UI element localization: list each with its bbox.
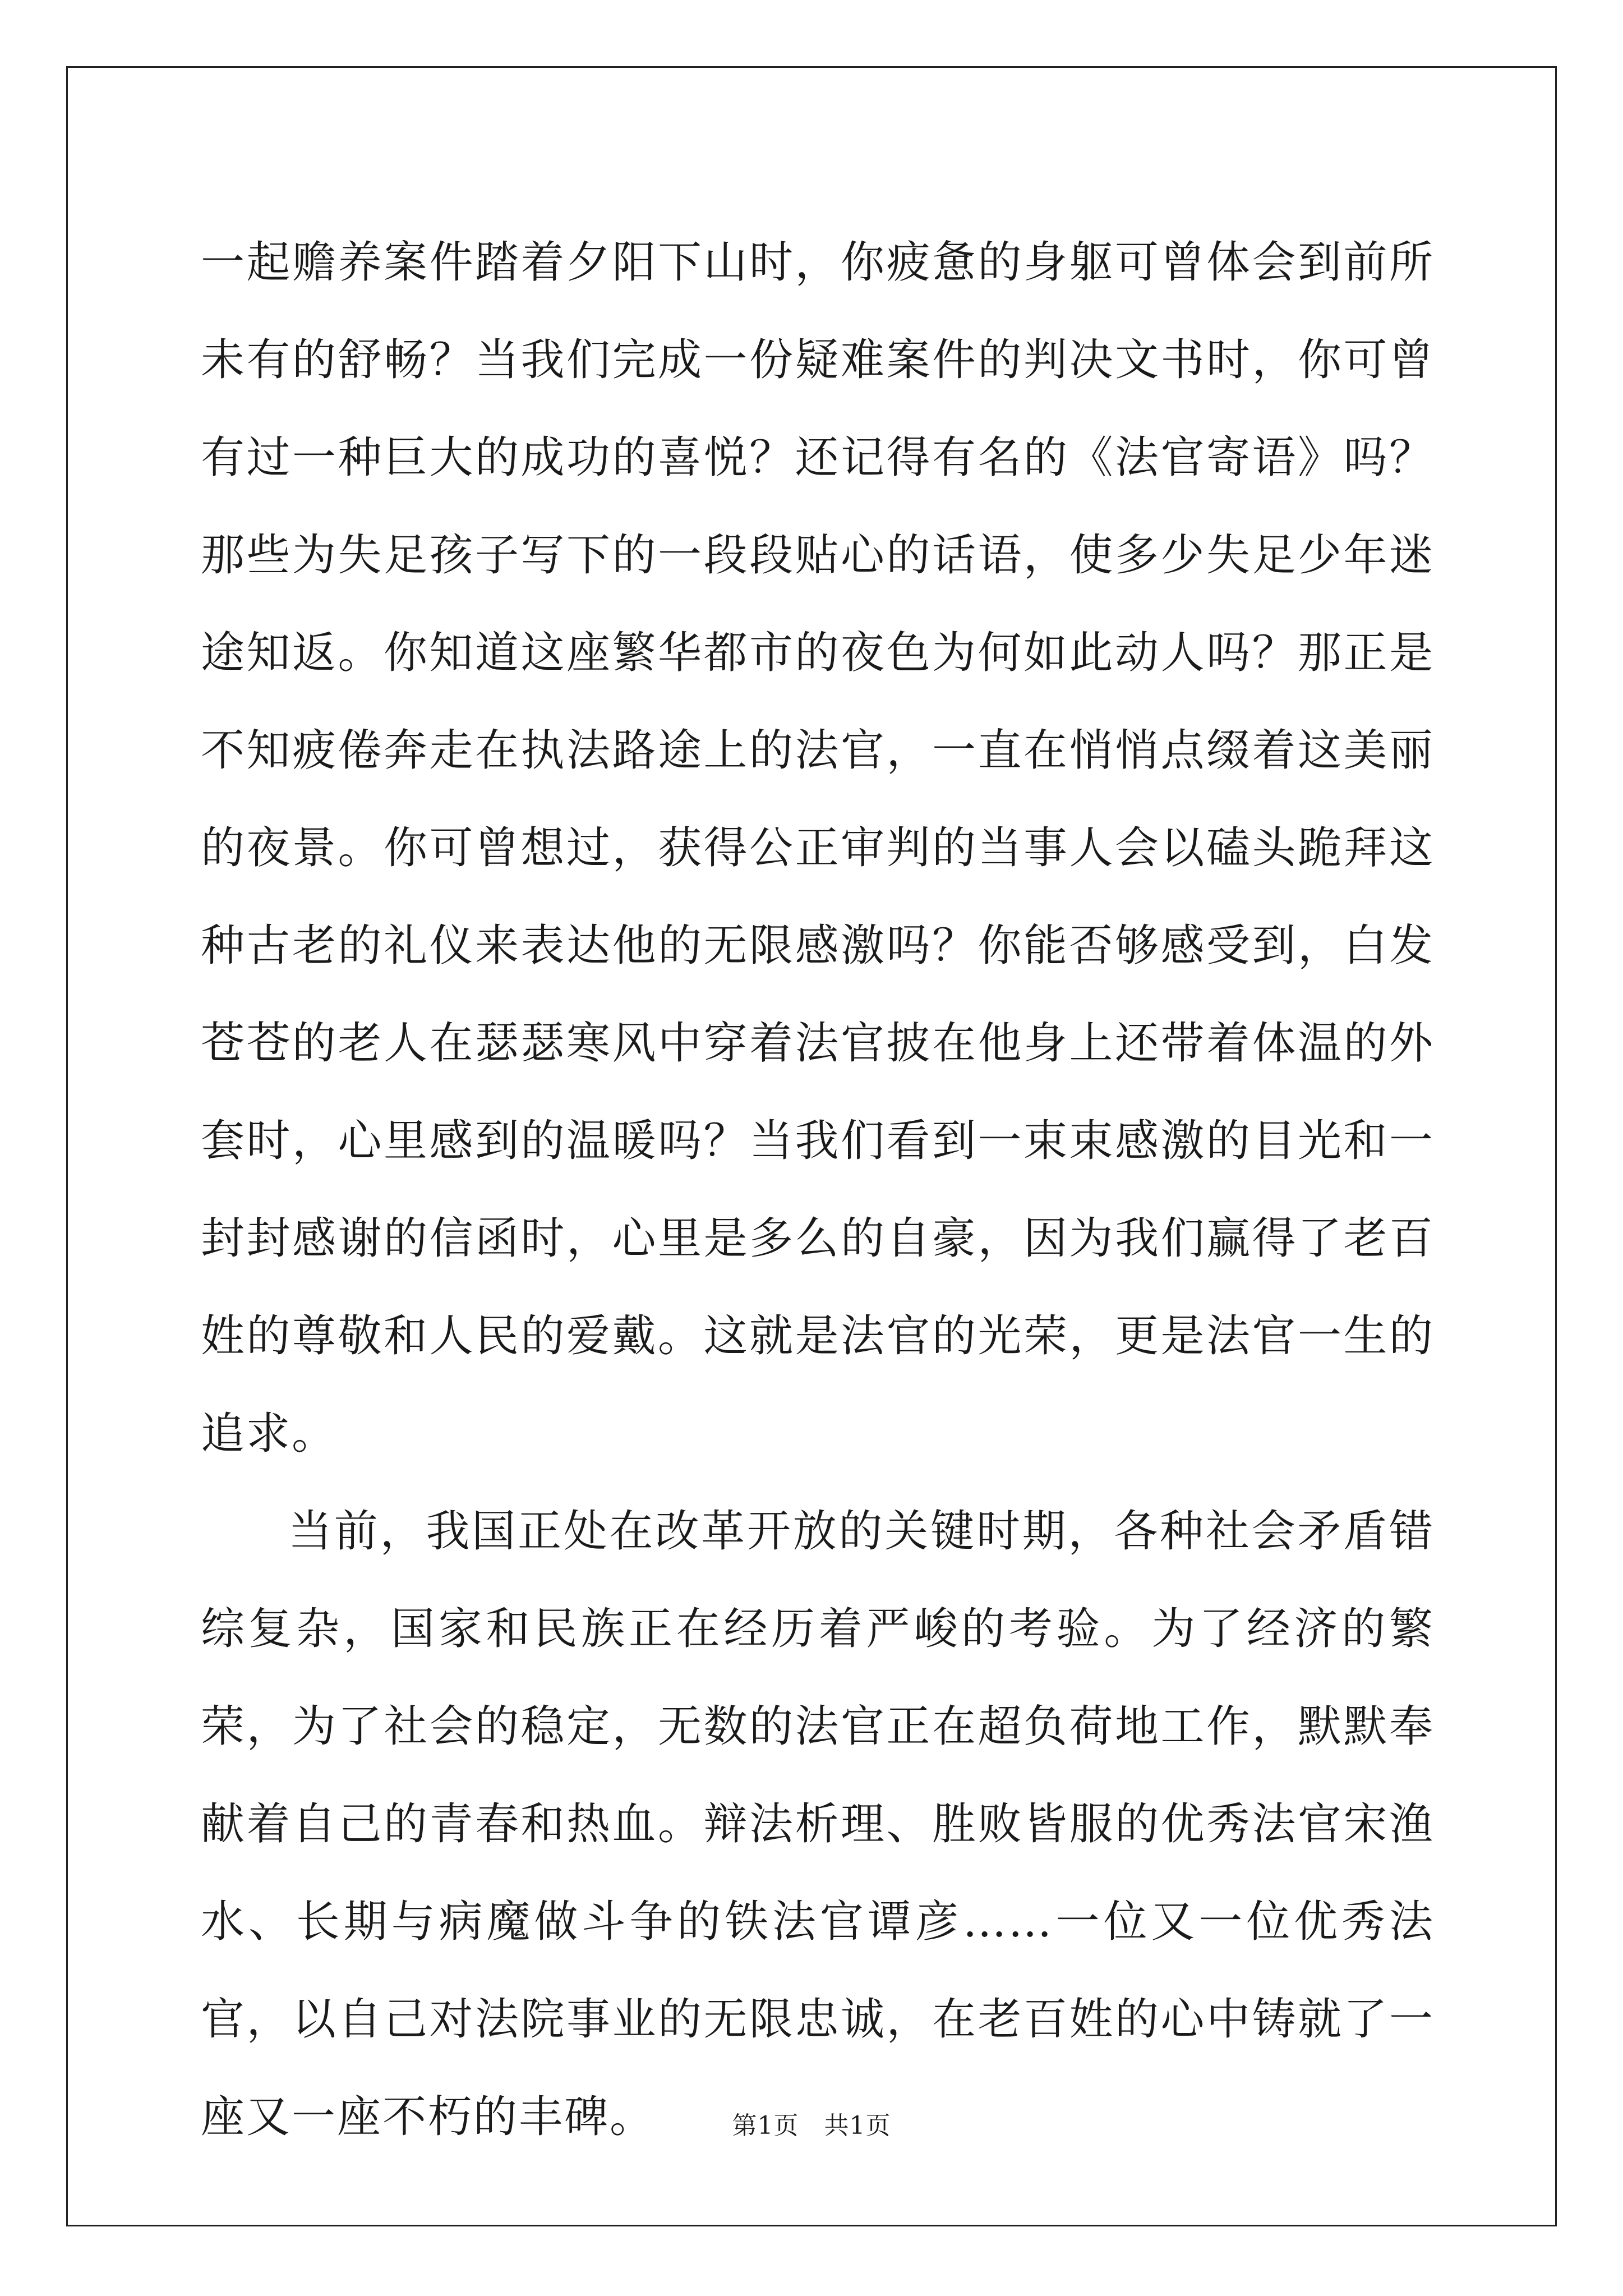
paragraph-1: 一起赡养案件踏着夕阳下山时，你疲惫的身躯可曾体会到前所未有的舒畅？当我们完成一份疑难案件的判决文书时，你可曾有过一种巨大的成功的喜悦？还记得有名的《法官寄语》吗？那些为失足孩子写下的一段段贴心的话语，使多少失足少年迷途知返。你知道这座繁华都市的夜色为何如此动人吗？那正是不知疲倦奔走在执法路途上的法官，一直在悄悄点缀着这美丽的夜景。你可曾想过，获得公正审判的当事人会以磕头跪拜这种古老的礼仪来表达他的无限感激吗？你能否够感受到，白发苍苍的老人在瑟瑟寒风中穿着法官披在他身上还带着体温的外套时，心里感到的温暖吗？当我们看到一束束感激的目光和一封封感谢的信函时，心里是多么的自豪，因为我们赢得了老百姓的尊敬和人民的爱戴。这就是法官的光荣，更是法官一生的追求。 (201, 237, 1435, 1459)
paragraph-2: 当前，我国正处在改革开放的关键时期，各种社会矛盾错综复杂，国家和民族正在经历着严峻的考验。为了经济的繁荣，为了社会的稳定，无数的法官正在超负荷地工作，默默奉献着自己的青春和热血。辩法析理、胜败皆服的优秀法官宋渔水、长期与病魔做斗争的铁法官谭彦……一位又一位优秀法官，以自己对法院事业的无限忠诚，在老百姓的心中铸就了一座又一座不朽的丰碑。 (201, 1506, 1435, 2142)
document-body (201, 214, 1435, 2166)
page-footer: 第1页 共1页 (732, 2111, 891, 2140)
